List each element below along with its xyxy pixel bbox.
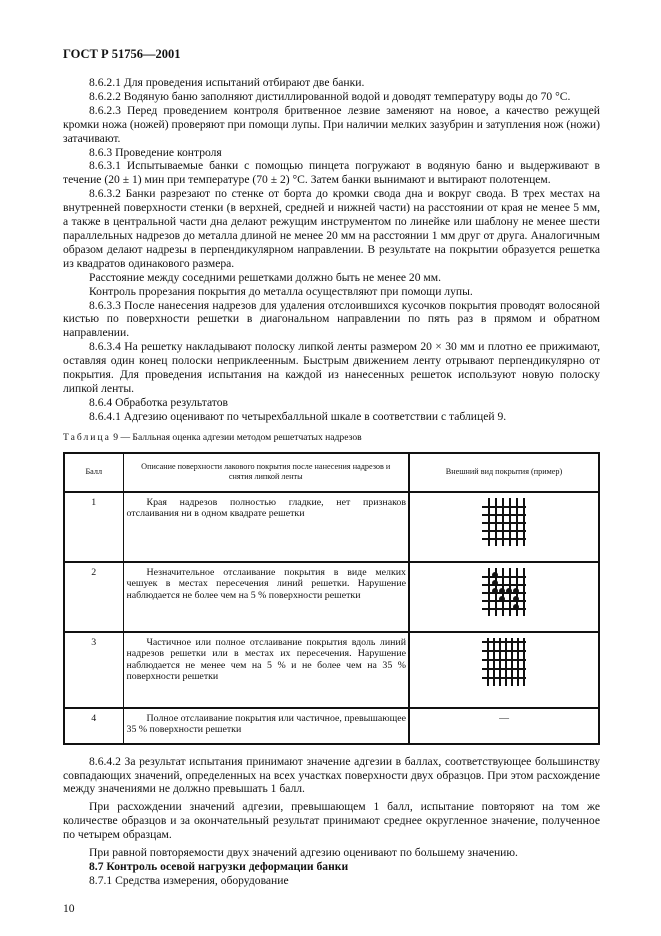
paragraph: 8.6.4.1 Адгезию оценивают по четырехбалльной шкале в соответствии с таблицей 9.	[89, 409, 507, 423]
header-description: Описание поверхности лакового покрытия после нанесения надрезов и снятия липкой ленты	[123, 453, 409, 492]
paragraph: 8.6.4.2 За результат испытания принимают значение адгезии в баллах, соответствующее большинству совпадающих значений, определенных на всех участках поверхности двух образцов. При этом расхождение между значениями не должно превышать 1 балл.	[63, 754, 600, 796]
header-score: Балл	[64, 453, 123, 492]
flake-dot	[506, 588, 512, 594]
score-cell: 4	[64, 708, 123, 744]
paragraph: 8.6.3 Проведение контроля	[89, 145, 222, 159]
appearance-cell	[409, 562, 599, 632]
paragraph: 8.6.3.1 Испытываемые банки с помощью пинцета погружают в водяную баню и выдерживают в течение (20 ± 1) мин при температуре (70 ± 2) °С. Затем банки вынимают и вытирают полотенцем.	[63, 159, 600, 187]
table-row	[64, 632, 599, 708]
flake-dot	[499, 596, 505, 602]
appearance-cell: —	[409, 708, 599, 744]
page-content	[63, 0, 600, 936]
grid-flaking-image	[482, 568, 526, 616]
paragraph: 8.6.2.2 Водяную баню заполняют дистиллированной водой и доводят температуру воды до 70 °С.	[89, 89, 571, 103]
table-caption	[63, 432, 600, 444]
table-caption-text: 9 — Балльная оценка адгезии методом решетчатых надрезов	[110, 431, 362, 443]
paragraph: При расхождении значений адгезии, превышающем 1 балл, испытание повторяют на том же количестве образцов и за окончательный результат принимают среднее округленное значение, полученное по четырем образцам.	[63, 800, 600, 842]
flake-dot	[499, 588, 505, 594]
paragraph: 8.7.1 Средства измерения, оборудование	[89, 873, 289, 887]
grid-peeling-image	[482, 638, 526, 688]
header-appearance: Внешний вид покрытия (пример)	[409, 453, 599, 492]
document-header: ГОСТ Р 51756—2001	[63, 47, 181, 61]
table-caption-label: Таблица	[63, 431, 111, 443]
description-text: Незначительное отслаивание покрытия в виде мелких чешуек в местах пересечения линий решетки. Нарушение наблюдается не более чем на 5 % поверхности решетки	[126, 566, 406, 601]
score-cell: 3	[64, 632, 123, 708]
score-cell: 2	[64, 562, 123, 632]
table-row	[64, 562, 599, 632]
table-row	[64, 492, 599, 562]
paragraph: Расстояние между соседними решетками должно быть не менее 20 мм.	[89, 270, 442, 284]
description-text: Края надрезов полностью гладкие, нет признаков отслаивания ни в одном квадрате решетки	[126, 496, 406, 520]
grid-intact-image	[482, 498, 526, 546]
page-number: 10	[63, 901, 75, 915]
appearance-cell	[409, 492, 599, 562]
paragraph: 8.6.3.3 После нанесения надрезов для удаления отслоившихся кусочков покрытия проводят волосяной кистью по поверхности решетки в диагональном направлении по пять раз в прямом и обратном направлении.	[63, 298, 600, 340]
flake-dot	[513, 588, 519, 594]
description-cell	[123, 492, 409, 562]
description-text: Частичное или полное отслаивание покрытия вдоль линий надрезов решетки или в местах их пересечения. Нарушение наблюдается не менее чем на 5 % и не более чем на 35 % поверхности решетки	[126, 636, 406, 683]
flake-dot	[513, 596, 519, 602]
paragraph: При равной повторяемости двух значений адгезию оценивают по большему значению.	[89, 846, 518, 860]
body-text-top	[63, 76, 600, 424]
paragraph: 8.6.2.1 Для проведения испытаний отбирают две банки.	[89, 76, 365, 89]
paragraph: 8.6.3.2 Банки разрезают по стенке от борта до кромки свода дна и вокруг свода. В трех местах на внутренней поверхности стенки (в верхней, средней и нижней части) на расстоянии от края не менее 5 мм, а также в центральной части дна делают режущим инструментом по линейке или шаблону не менее шести параллельных надрезов до металла длиной не менее 20 мм на расстоянии 1 мм друг от друга. Аналогичным образом делают надрезы в перпендикулярном направлении. В результате на покрытии образуется решетка из квадратов одинакового размера.	[63, 187, 600, 270]
paragraph: Контроль прорезания покрытия до металла осуществляют при помощи лупы.	[89, 284, 473, 298]
flake-dot	[492, 580, 498, 586]
description-cell	[123, 708, 409, 744]
description-cell	[123, 632, 409, 708]
body-text-bottom	[63, 755, 600, 888]
flake-dot	[513, 604, 519, 610]
table-header-row	[64, 453, 599, 492]
paragraph: 8.6.4 Обработка результатов	[89, 395, 228, 409]
adhesion-table	[63, 452, 600, 745]
score-cell: 1	[64, 492, 123, 562]
paragraph: 8.6.2.3 Перед проведением контроля бритвенное лезвие заменяют на новое, а качество режущей кромки ножа (ножей) проверяют при помощи лупы. При наличии мелких зазубрин и затупления нож (ножи) затачивают.	[63, 103, 600, 145]
table-row	[64, 708, 599, 744]
section-heading: 8.7 Контроль осевой нагрузки деформации банки	[89, 860, 349, 873]
appearance-cell	[409, 632, 599, 708]
description-text: Полное отслаивание покрытия или частичное, превышающее 35 % поверхности решетки	[126, 712, 406, 736]
description-cell	[123, 562, 409, 632]
flake-dot	[492, 572, 498, 578]
flake-dot	[492, 588, 498, 594]
paragraph: 8.6.3.4 На решетку накладывают полоску липкой ленты размером 20 × 30 мм и плотно ее прижимают, оставляя один конец полоски неприклеенным. Быстрым движением ленту отрывают перпендикулярно от покрытия. Для проведения испытания на каждой из нанесенных решеток используют новую полоску липкой ленты.	[63, 340, 600, 395]
